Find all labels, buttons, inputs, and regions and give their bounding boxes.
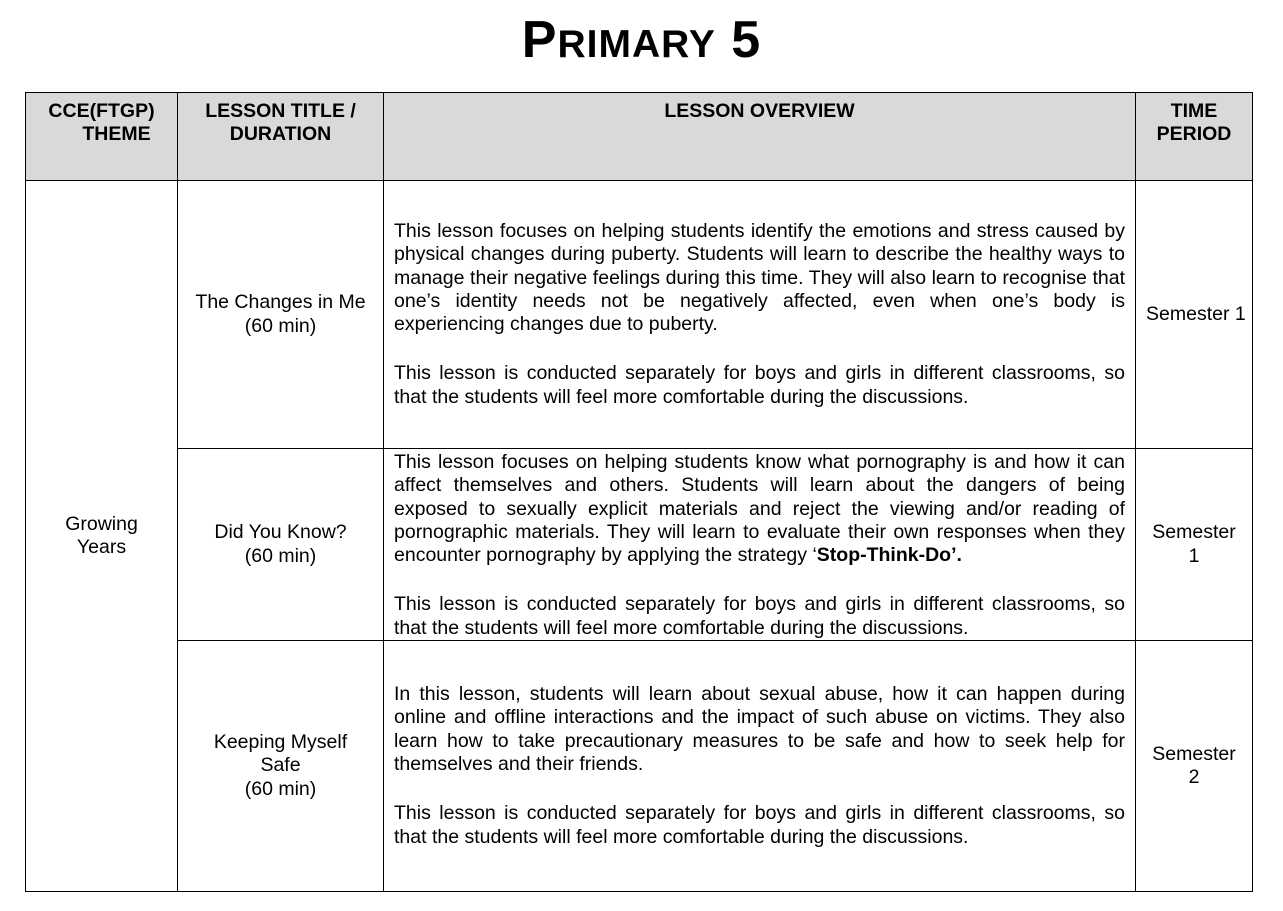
time-period-line2: 2: [1188, 766, 1200, 789]
header-overview-label: LESSON OVERVIEW: [664, 100, 855, 122]
time-period-cell: [1136, 641, 1253, 892]
header-row: [26, 93, 1253, 181]
header-overview: [384, 93, 1136, 181]
title-number: 5: [731, 11, 762, 69]
lesson-duration: (60 min): [244, 777, 317, 800]
header-theme-line1: CCE(FTGP): [48, 100, 155, 122]
header-time: [1136, 93, 1253, 181]
lesson-overview-cell: [384, 181, 1136, 449]
lesson-duration: (60 min): [244, 314, 317, 337]
time-period-line1: Semester: [1152, 521, 1236, 544]
table-row: [26, 641, 1253, 892]
overview-paragraph: This lesson focuses on helping students identify the emotions and stress caused by physical changes during puberty. Students will learn to describe the healthy ways to manage their negative feelings during this time. They will also learn to recognise that one’s identity needs not be negatively affected, even when one’s body is experiencing changes due to puberty.: [394, 219, 1125, 336]
time-period-cell: [1136, 181, 1253, 449]
header-theme-line2: THEME: [82, 123, 151, 146]
time-period-cell: [1136, 449, 1253, 641]
header-lesson-line2: DURATION: [229, 123, 332, 146]
time-period: Semester 1: [1146, 302, 1246, 325]
header-theme: [26, 93, 178, 181]
lesson-table: [25, 92, 1253, 892]
lesson-overview-cell: [384, 449, 1136, 641]
table-row: [26, 181, 1253, 449]
title-rest: RIMARY: [557, 23, 716, 66]
header-lesson-line1: LESSON TITLE /: [205, 100, 356, 122]
overview-paragraph: This lesson is conducted separately for boys and girls in different classrooms, so that the students will feel more comfortable during the discussions.: [394, 802, 1125, 848]
lesson-title-cell: [178, 641, 384, 892]
header-lesson: [178, 93, 384, 181]
title-first-letter: P: [521, 11, 558, 69]
lesson-overview-cell: [384, 641, 1136, 892]
header-time-line2: PERIOD: [1156, 123, 1232, 146]
overview-paragraph: This lesson is conducted separately for boys and girls in different classrooms, so that the students will feel more comfortable during the discussions.: [394, 593, 1125, 639]
lesson-duration: (60 min): [244, 544, 317, 567]
strategy-name: Stop-Think-Do’.: [816, 544, 962, 567]
overview-paragraph: This lesson is conducted separately for boys and girls in different classrooms, so that the students will feel more comfortable during the discussions.: [394, 362, 1125, 408]
header-time-line1: TIME: [1170, 100, 1218, 122]
theme-cell: [26, 181, 178, 892]
time-period-line1: Semester: [1152, 742, 1236, 765]
theme-line1: Growing: [65, 512, 138, 535]
lesson-title-line1: Keeping Myself: [213, 731, 348, 754]
overview-text: This lesson focuses on helping students know what pornography is and how it can affect themselves and others. Students will learn about the dangers of being exposed to sexually explicit materials and reject the viewing and/or reading of pornographic materials. They will learn to evaluate their own responses when they encounter pornography by applying the strategy ‘: [394, 451, 1125, 567]
lesson-title: The Changes in Me: [195, 291, 366, 314]
lesson-title-cell: [178, 181, 384, 449]
theme-line2: Years: [76, 536, 127, 559]
time-period-line2: 1: [1188, 544, 1200, 567]
lesson-title-cell: [178, 449, 384, 641]
table-row: [26, 449, 1253, 641]
lesson-title-line2: Safe: [260, 754, 301, 777]
overview-paragraph: [394, 451, 1125, 567]
lesson-title: Did You Know?: [214, 521, 347, 544]
page-title: [0, 10, 1283, 75]
overview-paragraph: In this lesson, students will learn about sexual abuse, how it can happen during online and offline interactions and the impact of such abuse on victims. They also learn how to take precautionary measures to be safe and how to seek help for themselves and their friends.: [394, 683, 1125, 776]
